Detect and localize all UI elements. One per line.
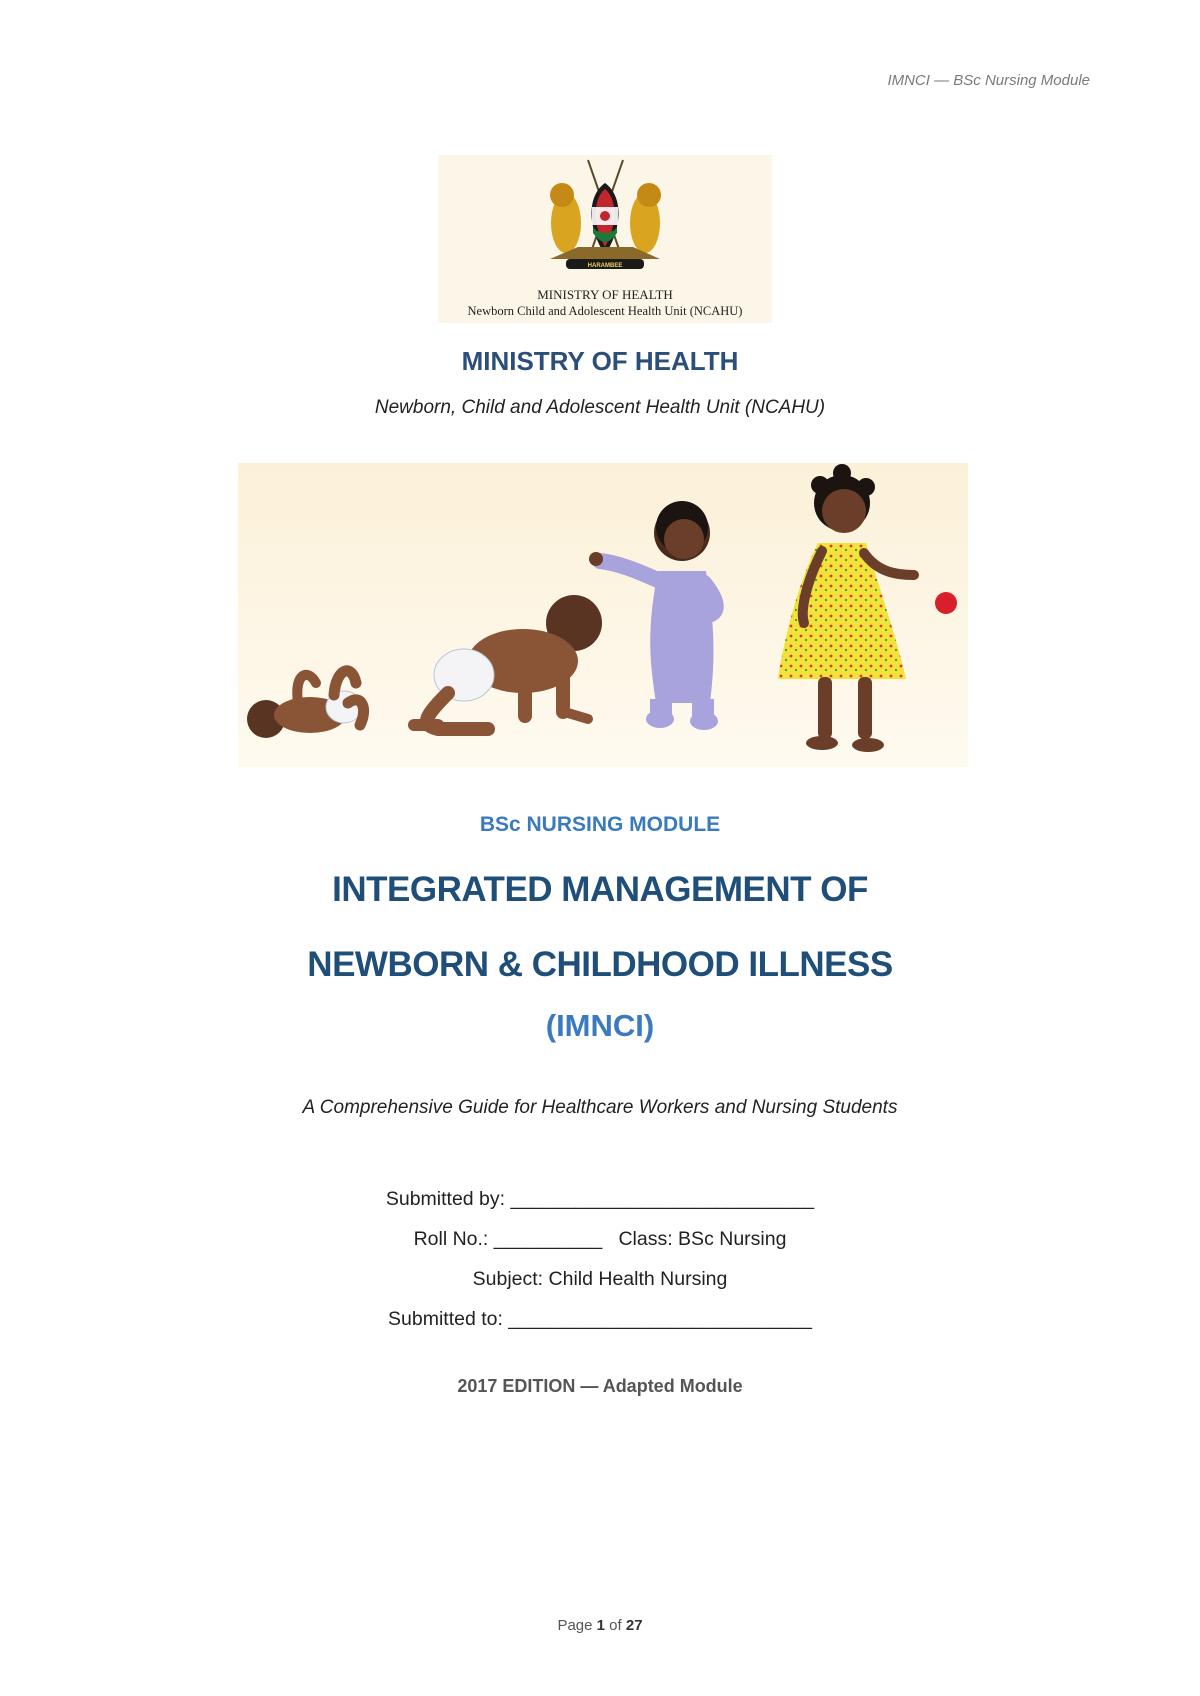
child-development-illustration <box>238 463 968 767</box>
title-abbreviation: (IMNCI) <box>545 1008 655 1043</box>
edition-note: 2017 EDITION — Adapted Module <box>457 1376 743 1396</box>
page-total: 27 <box>625 1617 643 1634</box>
page-number <box>0 1617 1200 1634</box>
submitted-by-line: Submitted by: ____________________________ <box>385 1188 815 1210</box>
submitted-to-line: Submitted to: ____________________________ <box>388 1308 812 1330</box>
page-prefix: Page <box>557 1617 593 1634</box>
unit-subheading: Newborn, Child and Adolescent Health Unit (NCAHU) <box>374 397 826 418</box>
ministry-heading: MINISTRY OF HEALTH <box>461 346 739 376</box>
title-line-1: INTEGRATED MANAGEMENT OF <box>332 870 868 909</box>
subject-line: Subject: Child Health Nursing <box>472 1268 728 1290</box>
page-of: of <box>609 1617 622 1634</box>
title-line-2: NEWBORN & CHILDHOOD ILLNESS <box>307 945 893 984</box>
ministry-logo <box>438 155 772 323</box>
roll-class-line: Roll No.: __________ Class: BSc Nursing <box>413 1228 787 1250</box>
document-subtitle: A Comprehensive Guide for Healthcare Workers and Nursing Students <box>302 1097 898 1118</box>
running-header: IMNCI — BSc Nursing Module <box>887 72 1090 89</box>
svg-text:HARAMBEE: HARAMBEE <box>587 263 623 269</box>
logo-unit-text: Newborn Child and Adolescent Health Unit (NCAHU) <box>467 304 743 318</box>
page-current: 1 <box>596 1617 605 1634</box>
logo-ministry-text: MINISTRY OF HEALTH <box>537 287 673 302</box>
module-label: BSc NURSING MODULE <box>479 813 721 836</box>
